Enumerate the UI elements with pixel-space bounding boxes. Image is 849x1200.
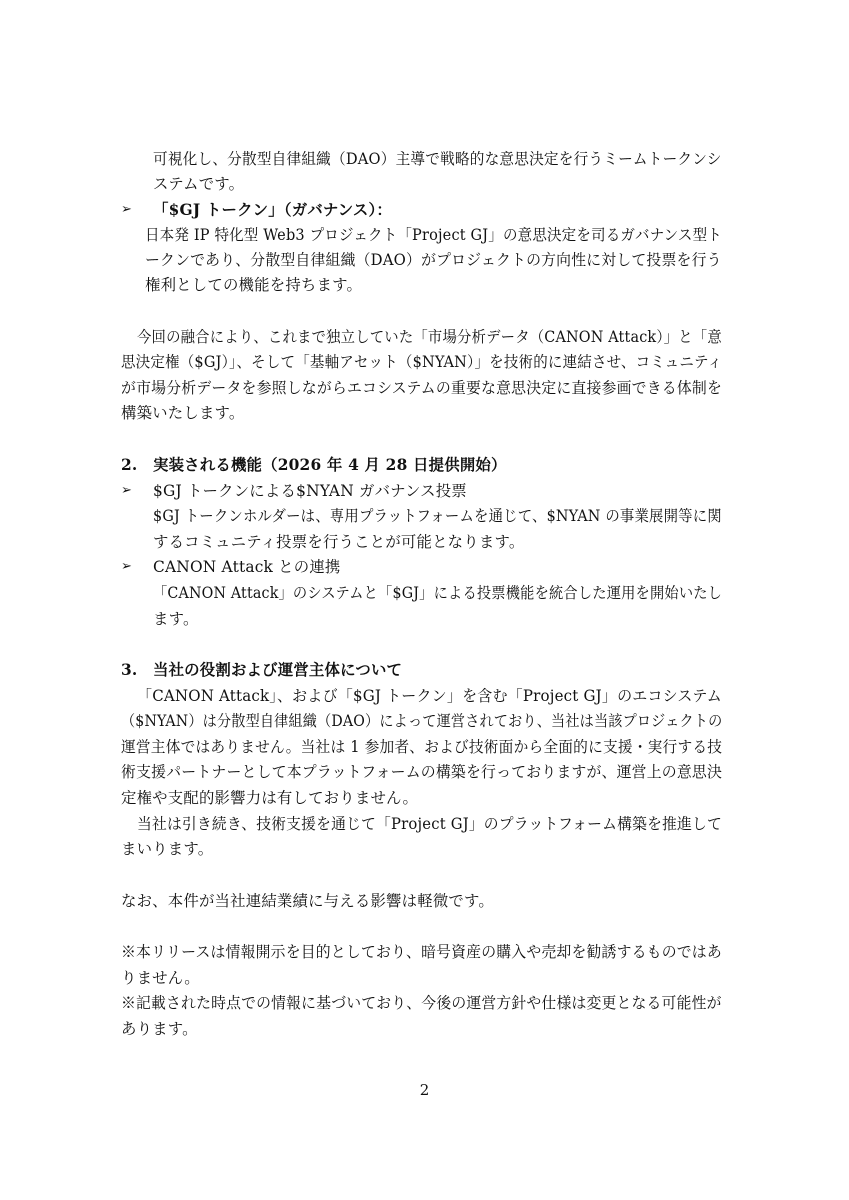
body-text-line: 当社は引き続き、技術支援を通じて「Project GJ」のプラットフォーム構築を推進して [137,815,722,833]
body-text-line: 可視化し、分散型自律組織（DAO）主導で戦略的な意思決定を行うミームトークンシ [153,150,722,168]
body-text-line: ます。 [153,610,199,628]
body-text-line: 術支援パートナーとして本プラットフォームの構築を行っておりますが、運営上の意思決 [121,763,723,781]
body-text-line: 思決定権（$GJ）」、そして「基軸アセット（$NYAN）」を技術的に連結させ、コミュニティ [121,353,723,371]
section-2-number: 2. [121,456,138,474]
body-text-line: 運営主体ではありません。当社は 1 参加者、および技術面から全面的に支援・実行する技 [121,738,723,756]
body-text-line: 日本発 IP 特化型 Web3 プロジェクト「Project GJ」の意思決定を司るガバナンス型ト [145,226,722,244]
bullet-arrow-icon: ➢ [121,483,132,498]
body-text-line: （$NYAN）は分散型自律組織（DAO）によって運営されており、当社は当該プロジェクトの [121,712,723,730]
page-number: 2 [419,1081,430,1099]
body-text-line: 定権や支配的影響力は有しておりません。 [121,789,419,807]
body-text-line: 「CANON Attack」、および「$GJ トークン」を含む「Project GJ」のエコシステム [137,687,722,705]
body-text-line: 構築いたします。 [121,404,245,422]
body-text-line: 権利としての機能を持ちます。 [145,276,363,294]
body-text-line: 「CANON Attack」のシステムと「$GJ」による投票機能を統合した運用を開始いたし [153,584,723,602]
disclaimer-line: あります。 [121,1020,198,1038]
body-text-line: が市場分析データを参照しながらエコシステムの重要な意思決定に直接参画できる体制を [121,379,723,397]
disclaimer-line: ※本リリースは情報開示を目的としており、暗号資産の購入や売却を勧誘するものではあ [121,943,722,961]
body-text-line: まいります。 [121,840,214,858]
body-text-line: $GJ トークンホルダーは、専用プラットフォームを通じて、$NYAN の事業展開等に関 [153,507,722,525]
list-item-title: $GJ トークンによる$NYAN ガバナンス投票 [153,482,467,500]
section-2-heading: 実装される機能（2026 年 4 月 28 日提供開始） [153,456,507,474]
section-3-number: 3. [121,661,138,679]
disclaimer-line: りません。 [121,969,200,987]
bullet-arrow-icon: ➢ [121,559,132,574]
body-text-line: するコミュニティ投票を行うことが可能となります。 [153,533,525,551]
body-text-line: 今回の融合により、これまで独立していた「市場分析データ（CANON Attack）」と「意 [137,328,722,346]
section-3-heading: 当社の役割および運営主体について [153,661,403,679]
bullet-arrow-icon: ➢ [121,202,132,217]
body-text-line: ークンであり、分散型自律組織（DAO）がプロジェクトの方向性に対して投票を行う [145,251,722,269]
body-text-line: ステムです。 [153,175,245,193]
list-item-title: CANON Attack との連携 [153,558,341,576]
gj-token-heading: 「$GJ トークン」（ガバナンス）： [153,201,392,219]
impact-note: なお、本件が当社連結業績に与える影響は軽微です。 [121,892,494,910]
disclaimer-line: ※記載された時点での情報に基づいており、今後の運営方針や仕様は変更となる可能性が [121,994,722,1012]
